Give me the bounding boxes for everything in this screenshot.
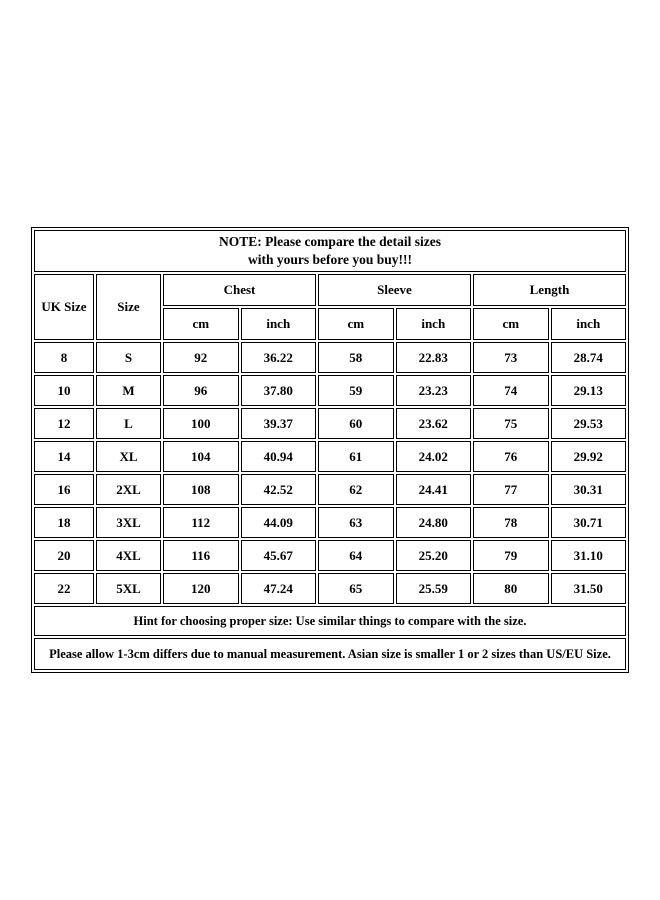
sleeve-inch-cell: 25.20	[396, 540, 472, 571]
uk-size-cell: 14	[34, 441, 94, 472]
sleeve-cm-cell: 64	[318, 540, 394, 571]
chest-cm-cell: 96	[163, 375, 239, 406]
size-cell: 5XL	[96, 573, 161, 604]
chest-inch-cell: 37.80	[241, 375, 317, 406]
sleeve-header: Sleeve	[318, 274, 471, 306]
table-row	[34, 441, 626, 472]
table-row	[34, 408, 626, 439]
chest-inch-cell: 42.52	[241, 474, 317, 505]
size-cell: S	[96, 342, 161, 373]
table-row	[34, 507, 626, 538]
size-header: Size	[96, 274, 161, 340]
sleeve-cm-cell: 61	[318, 441, 394, 472]
table-row	[34, 573, 626, 604]
uk-size-cell: 10	[34, 375, 94, 406]
length-cm-cell: 74	[473, 375, 549, 406]
sleeve-inch-cell: 24.41	[396, 474, 472, 505]
length-cm-cell: 76	[473, 441, 549, 472]
chest-cm-cell: 108	[163, 474, 239, 505]
length-inch-cell: 30.71	[551, 507, 627, 538]
sleeve-inch-cell: 24.80	[396, 507, 472, 538]
length-header: Length	[473, 274, 626, 306]
sleeve-cm-cell: 62	[318, 474, 394, 505]
chest-inch-header: inch	[241, 308, 317, 340]
sleeve-inch-cell: 24.02	[396, 441, 472, 472]
length-inch-cell: 29.53	[551, 408, 627, 439]
length-inch-cell: 28.74	[551, 342, 627, 373]
chest-inch-cell: 44.09	[241, 507, 317, 538]
length-cm-cell: 77	[473, 474, 549, 505]
table-row	[34, 342, 626, 373]
allowance-cell: Please allow 1-3cm differs due to manual measurement. Asian size is smaller 1 or 2 sizes than US/EU Size.	[34, 638, 626, 670]
length-cm-header: cm	[473, 308, 549, 340]
sleeve-cm-cell: 63	[318, 507, 394, 538]
chest-inch-cell: 45.67	[241, 540, 317, 571]
table-row	[34, 540, 626, 571]
table-row	[34, 375, 626, 406]
uk-size-cell: 8	[34, 342, 94, 373]
chest-inch-cell: 47.24	[241, 573, 317, 604]
length-inch-cell: 31.50	[551, 573, 627, 604]
sleeve-cm-header: cm	[318, 308, 394, 340]
sleeve-cm-cell: 65	[318, 573, 394, 604]
size-cell: 2XL	[96, 474, 161, 505]
chest-header: Chest	[163, 274, 316, 306]
length-cm-cell: 73	[473, 342, 549, 373]
length-cm-cell: 79	[473, 540, 549, 571]
chest-inch-cell: 40.94	[241, 441, 317, 472]
sleeve-inch-cell: 25.59	[396, 573, 472, 604]
size-cell: L	[96, 408, 161, 439]
size-cell: 4XL	[96, 540, 161, 571]
chest-inch-cell: 36.22	[241, 342, 317, 373]
uk-size-header: UK Size	[34, 274, 94, 340]
sleeve-inch-cell: 22.83	[396, 342, 472, 373]
sleeve-inch-cell: 23.23	[396, 375, 472, 406]
size-cell: M	[96, 375, 161, 406]
uk-size-cell: 20	[34, 540, 94, 571]
uk-size-cell: 18	[34, 507, 94, 538]
uk-size-cell: 12	[34, 408, 94, 439]
sleeve-inch-cell: 23.62	[396, 408, 472, 439]
length-inch-cell: 30.31	[551, 474, 627, 505]
length-inch-cell: 29.92	[551, 441, 627, 472]
uk-size-cell: 22	[34, 573, 94, 604]
chest-cm-cell: 120	[163, 573, 239, 604]
chest-cm-cell: 100	[163, 408, 239, 439]
sleeve-inch-header: inch	[396, 308, 472, 340]
length-cm-cell: 75	[473, 408, 549, 439]
sleeve-cm-cell: 60	[318, 408, 394, 439]
chest-inch-cell: 39.37	[241, 408, 317, 439]
length-inch-cell: 29.13	[551, 375, 627, 406]
size-table	[32, 228, 628, 672]
uk-size-cell: 16	[34, 474, 94, 505]
size-cell: XL	[96, 441, 161, 472]
hint-cell: Hint for choosing proper size: Use similar things to compare with the size.	[34, 606, 626, 636]
note-line-1: NOTE: Please compare the detail sizes	[218, 234, 442, 249]
chest-cm-header: cm	[163, 308, 239, 340]
length-inch-header: inch	[551, 308, 627, 340]
chest-cm-cell: 92	[163, 342, 239, 373]
size-cell: 3XL	[96, 507, 161, 538]
length-cm-cell: 78	[473, 507, 549, 538]
chest-cm-cell: 116	[163, 540, 239, 571]
sleeve-cm-cell: 59	[318, 375, 394, 406]
length-inch-cell: 31.10	[551, 540, 627, 571]
chest-cm-cell: 104	[163, 441, 239, 472]
sleeve-cm-cell: 58	[318, 342, 394, 373]
note-cell	[34, 230, 626, 272]
chest-cm-cell: 112	[163, 507, 239, 538]
table-row	[34, 474, 626, 505]
size-chart	[31, 227, 629, 673]
length-cm-cell: 80	[473, 573, 549, 604]
note-line-2: with yours before you buy!!!	[247, 252, 412, 267]
